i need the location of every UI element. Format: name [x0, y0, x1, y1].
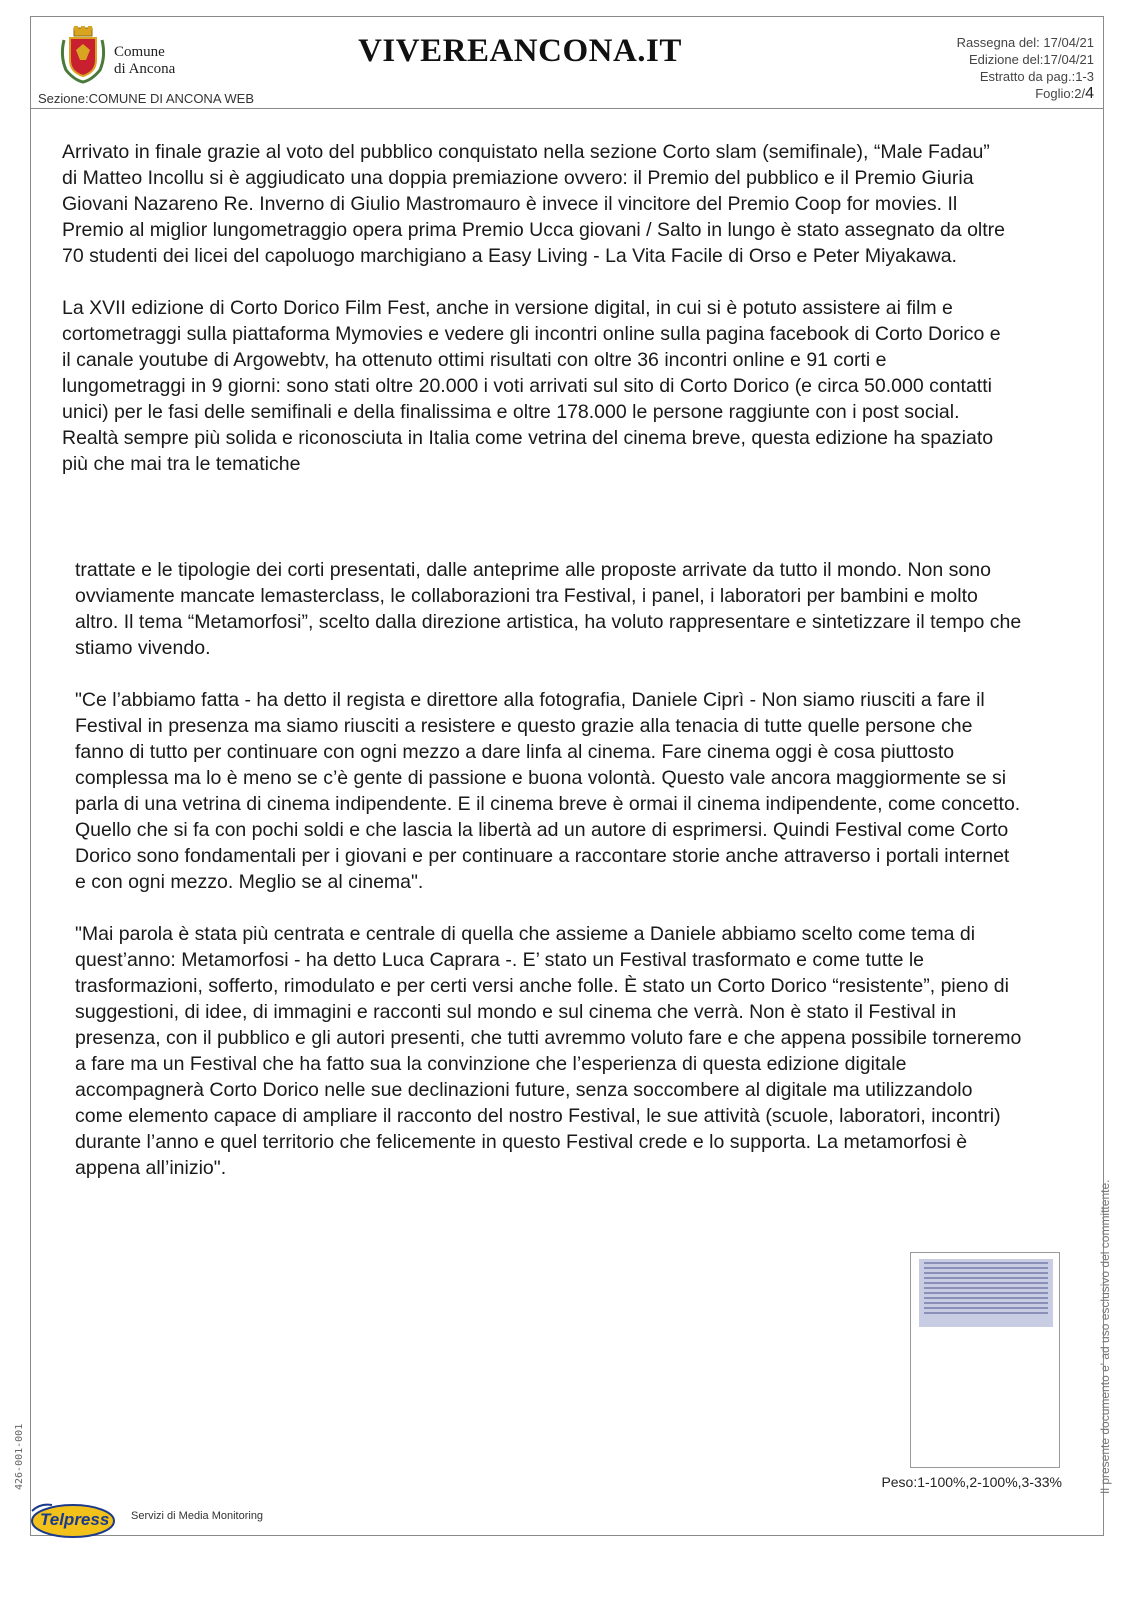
paragraph: "Mai parola è stata più centrata e centrale di quella che assieme a Daniele abbiamo scelto come tema di quest’anno: Metamorfosi - ha detto Luca Caprara -. E’ stato un Festival trasformato e come tutte le trasformazioni, sofferto, rimodulato e per certi versi anche folle. È stato un Corto Dorico “resistente”, pieno di suggestioni, di idee, di immagini e racconti sul mondo e sul cinema che verrà. Non è stato il Festival in presenza, con il pubblico e gli autori presenti, che tutti avremmo voluto fare e che appena possibile torneremo a fare ma un Festival che ha fatto sua la convinzione che l’esperienza di questa edizione digitale accompagnerà Corto Dorico nelle sue declinazioni future, senza soccombere al digitale ma utilizzandolo come elemento capace di ampliare il racconto del nostro Festival, le sue attività (scuole, laboratori, incontri) durante l’anno e quel territorio che felicemente in questo Festival crede e lo supporta. La metamorfosi è appena all’inizio".	[75, 923, 1022, 1179]
paragraph: "Ce l’abbiamo fatta - ha detto il regista e direttore alla fotografia, Daniele Ciprì - Non siamo riusciti a fare il Festival in presenza ma siamo riusciti a resistere e questo grazie alla tenacia di tutte quelle persone che fanno di tutto per continuare con ogni mezzo a dare linfa al cinema. Fare cinema oggi è cosa piuttosto complessa ma lo è meno se c’è gente di passione e buona volontà. Questo vale ancora maggiormente se si parla di una vetrina di cinema indipendente. E il cinema breve è ormai il cinema indipendente, come concetto. Quello che si fa con pochi soldi e che lascia la libertà ad un autore di esprimersi. Quindi Festival come Corto Dorico sono fondamentali per i giovani e per continuare a raccontare storie anche attraverso i portali internet e con ogni mezzo. Meglio se al cinema".	[75, 689, 1021, 893]
paragraph: Arrivato in finale grazie al voto del pubblico conquistato nella sezione Corto slam (semifinale), “Male Fadau” di Matteo Incollu si è aggiudicato una doppia premiazione ovvero: il Premio del pubblico e il Premio Giuria Giovani Nazareno Re. Inverno di Giulio Mastromauro è invece il vincitore del Premio Coop for movies. Il Premio al miglior lungometraggio opera prima Premio Ucca giovani / Salto in lungo è stato assegnato da oltre 70 studenti dei licei del capoluogo marchigiano a Easy Living - La Vita Facile di Orso e Peter Miyakawa.	[62, 141, 1005, 267]
masthead-title: VIVEREANCONA.IT	[358, 33, 682, 69]
comune-crest-icon	[56, 26, 110, 84]
comune-line1: Comune	[114, 44, 165, 60]
peso-label: Peso:1-100%,2-100%,3-33%	[881, 1474, 1062, 1490]
document-code: 426-001-001	[14, 1423, 25, 1490]
comune-line2: di Ancona	[114, 61, 176, 77]
page-thumbnail	[910, 1252, 1060, 1468]
comune-name	[114, 44, 175, 78]
rassegna-meta	[957, 34, 1094, 102]
foglio-prefix: Foglio:2/	[1035, 86, 1086, 101]
paragraph: La XVII edizione di Corto Dorico Film Fest, anche in versione digital, in cui si è potuto assistere ai film e cortometraggi sulla piattaforma Mymovies e vedere gli incontri online sulla pagina facebook di Corto Dorico e il canale youtube di Argowebtv, ha ottenuto ottimi risultati con oltre 36 incontri online e 91 corti e lungometraggi in 9 giorni: sono stati oltre 20.000 i voti arrivati sul sito di Corto Dorico (e circa 50.000 contatti unici) per le fasi delle semifinali e della finalissima e oltre 178.000 le persone raggiunte con i post social. Realtà sempre più solida e riconosciuta in Italia come vetrina del cinema breve, questa edizione ha spaziato più che mai tra le tematiche	[62, 297, 1001, 475]
foglio-total: 4	[1085, 85, 1094, 102]
paragraph: trattate e le tipologie dei corti presentati, dalle anteprime alle proposte arrivate da tutto il mondo. Non sono ovviamente mancate lemasterclass, le collaborazioni tra Festival, i panel, i laboratori per bambini e molto altro. Il tema “Metamorfosi”, scelto dalla direzione artistica, ha voluto rappresentare e sintetizzare il tempo che stiamo vivendo.	[75, 559, 1022, 659]
foglio-count	[957, 85, 1094, 102]
disclaimer-vertical: Il presente documento e' ad uso esclusivo del committente.	[1098, 1179, 1112, 1494]
section-label: Sezione:COMUNE DI ANCONA WEB	[38, 91, 254, 106]
thumbnail-highlight	[919, 1259, 1053, 1327]
article-block-1	[62, 139, 1010, 503]
estratto-pages: Estratto da pag.:1-3	[979, 69, 1094, 84]
telpress-logo-text: Telpress	[40, 1510, 110, 1529]
rassegna-date: Rassegna del: 17/04/21	[956, 35, 1094, 50]
service-label: Servizi di Media Monitoring	[131, 1510, 264, 1522]
header-divider	[30, 108, 1104, 109]
article-block-2	[75, 557, 1025, 1207]
edizione-date: Edizione del:17/04/21	[968, 52, 1094, 67]
